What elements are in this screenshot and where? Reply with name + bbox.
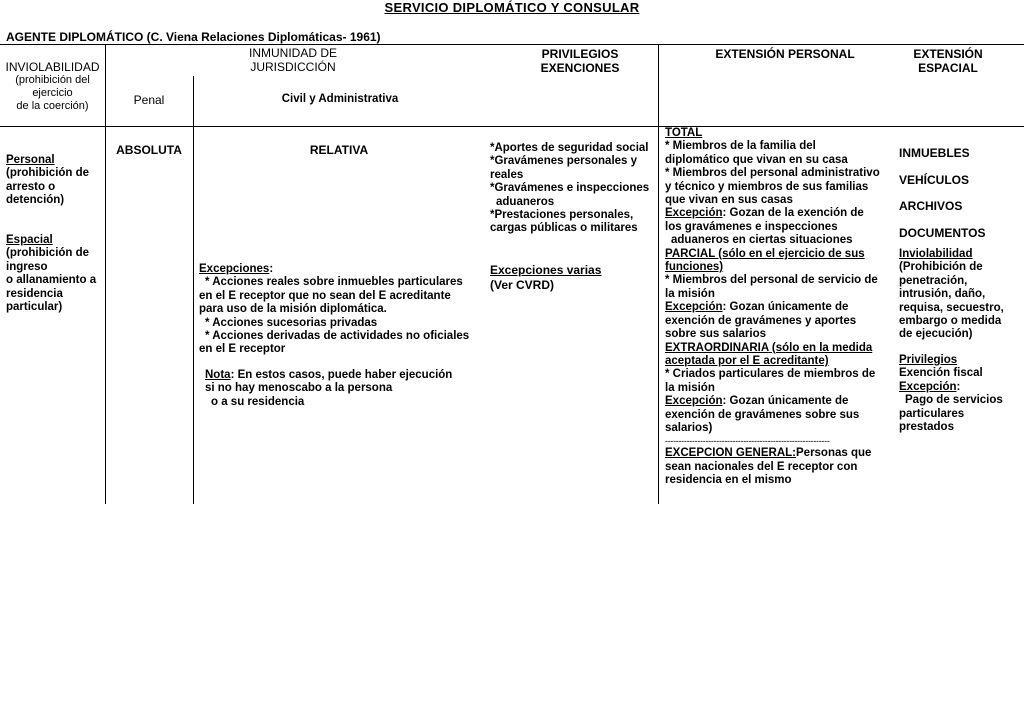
section-title: Espacial (6, 234, 53, 246)
header-inviolabilidad (0, 60, 105, 113)
text-line: o allanamiento a (6, 274, 97, 287)
text-line: (Prohibición de (899, 261, 983, 274)
text-line: penetración, (899, 274, 968, 287)
text-fragment: : Gozan de la exención de (722, 207, 864, 220)
section-title: Privilegios (899, 354, 958, 366)
text-line: DOCUMENTOS (899, 225, 986, 240)
section-title: Excepción (665, 301, 723, 314)
header-line: ejercicio (32, 87, 73, 99)
text-line: particulares (899, 407, 965, 420)
text-line: exención de gravámenes sobre sus (665, 408, 860, 421)
text-line: en el E receptor (199, 343, 286, 356)
text-line: (prohibición de (6, 167, 90, 180)
text-line: que vivan en sus casas (665, 194, 793, 207)
header-inmunidad (193, 46, 393, 74)
text-line: la misión (665, 381, 715, 394)
civil-nota (205, 369, 452, 409)
header-extension-espacial (898, 47, 998, 75)
text-line: * Acciones reales sobre inmuebles particulares (205, 276, 463, 289)
header-line: PRIVILEGIOS (541, 47, 619, 61)
text-line: (prohibición de (6, 247, 90, 260)
extension-espacial-inviolabilidad (899, 248, 1004, 342)
header-line: JURISDICCIÓN (250, 60, 336, 74)
column-divider (193, 76, 194, 504)
text-line: * Miembros de la familia del (665, 140, 816, 153)
civil-excepciones (199, 263, 469, 357)
header-civil: Civil y Administrativa (281, 93, 399, 105)
text-line: si no hay menoscabo a la persona (205, 382, 393, 395)
text-fragment: : (956, 380, 961, 393)
text-line: cargas públicas o militares (490, 222, 638, 235)
text-fragment: (sólo en la medida (768, 341, 873, 354)
text-line: reales (490, 168, 524, 181)
privilegios-list (490, 142, 649, 236)
header-line: EXENCIONES (540, 61, 620, 75)
table-top-border (0, 44, 1024, 45)
section-title: Excepciones varias (490, 263, 602, 277)
inviolabilidad-espacial (6, 234, 96, 314)
penal-value: ABSOLUTA (116, 143, 182, 157)
text-fragment: : Gozan únicamente de (722, 301, 849, 314)
section-title: EXTRAORDINARIA (665, 341, 769, 354)
text-line: *Aportes de seguridad social (490, 142, 649, 154)
text-line: ingreso (6, 260, 48, 273)
privilegios-excepciones (490, 263, 601, 293)
text-fragment: Personas que (796, 447, 872, 460)
text-line: sean nacionales del E receptor con (665, 460, 858, 473)
header-penal: Penal (133, 93, 165, 107)
separator-line: ------------------------------------------------------------- (665, 436, 830, 447)
header-line: ESPACIAL (918, 61, 978, 75)
text-line: requisa, secuestro, (899, 301, 1004, 314)
extension-espacial-privilegios (899, 354, 1003, 434)
header-line: de la coerción) (16, 100, 89, 112)
section-title: Excepciones (199, 263, 270, 275)
page-title: SERVICIO DIPLOMÁTICO Y CONSULAR (384, 0, 640, 15)
text-line: * Miembros del personal administrativo (665, 167, 880, 180)
section-title: Nota (205, 369, 231, 381)
text-line: detención) (6, 194, 65, 207)
text-line: intrusión, daño, (899, 288, 986, 301)
section-title: Personal (6, 154, 55, 166)
header-extension-personal: EXTENSIÓN PERSONAL (715, 47, 855, 61)
section-title: Inviolabilidad (899, 248, 973, 260)
text-line: *Prestaciones personales, (490, 209, 634, 222)
text-line: residencia (6, 287, 63, 300)
inviolabilidad-personal (6, 154, 89, 208)
text-line: *Gravámenes e inspecciones (490, 182, 650, 195)
text-fragment: : En estos casos, puede haber ejecución (230, 369, 453, 381)
extension-espacial-items (899, 140, 985, 246)
text-line: exención de gravámenes y aportes (665, 314, 857, 327)
text-line: sobre sus salarios (665, 328, 766, 341)
text-fragment: : (269, 263, 274, 275)
text-fragment: (sólo en el ejercicio de sus (715, 247, 865, 260)
civil-value: RELATIVA (309, 143, 369, 157)
text-line: aduaneros en ciertas situaciones (671, 234, 853, 247)
text-line: Pago de servicios (905, 394, 1003, 407)
header-line: INVIOLABILIDAD (5, 60, 100, 74)
text-line: para uso de la misión diplomática. (199, 303, 387, 316)
text-line: los gravámenes e inspecciones (665, 220, 838, 233)
text-line: diplomático que vivan en su casa (665, 153, 848, 166)
text-line: VEHÍCULOS (899, 172, 970, 187)
text-line: Exención fiscal (899, 367, 983, 380)
text-line: salarios) (665, 421, 713, 434)
section-title: PARCIAL (665, 247, 716, 260)
text-line: embargo o medida (899, 315, 1002, 328)
text-line: aduaneros (496, 195, 555, 208)
text-line: (Ver CVRD) (490, 278, 555, 292)
text-line: INMUEBLES (899, 146, 970, 160)
text-line: de ejecución) (899, 328, 973, 341)
header-line: EXTENSIÓN (913, 47, 983, 61)
section-title: TOTAL (665, 127, 703, 139)
text-line: *Gravámenes personales y (490, 155, 638, 168)
text-fragment: : Gozan únicamente de (722, 395, 849, 408)
column-divider (105, 44, 106, 504)
text-line: particular) (6, 301, 63, 314)
text-line: prestados (899, 421, 954, 434)
text-line: y técnico y miembros de sus familias (665, 180, 869, 193)
header-privilegios (520, 47, 640, 75)
text-line: * Miembros del personal de servicio de (665, 274, 878, 287)
text-line: * Acciones derivadas de actividades no oficiales (205, 330, 470, 343)
text-line: o a su residencia (211, 395, 305, 408)
extension-personal-list (665, 127, 880, 488)
section-title: Excepción (665, 395, 723, 408)
text-line: la misión (665, 287, 715, 300)
section-title: Excepción (899, 380, 957, 393)
text-line: funciones) (665, 261, 724, 274)
section-title: Excepción (665, 207, 723, 220)
text-line: * Criados particulares de miembros de (665, 368, 876, 381)
header-line: (prohibición del (15, 74, 90, 86)
header-line: INMUNIDAD DE (248, 46, 337, 60)
text-line: arresto o (6, 180, 56, 193)
document-subtitle: AGENTE DIPLOMÁTICO (C. Viena Relaciones Diplomáticas- 1961) (6, 30, 381, 44)
text-line: ARCHIVOS (899, 199, 963, 214)
text-line: * Acciones sucesorias privadas (205, 316, 378, 329)
section-title: EXCEPCION GENERAL: (665, 447, 796, 460)
column-divider (658, 44, 659, 504)
text-line: aceptada por el E acreditante) (665, 354, 829, 367)
text-line: residencia en el mismo (665, 474, 792, 487)
text-line: en el E receptor que no sean del E acreditante (199, 289, 451, 302)
